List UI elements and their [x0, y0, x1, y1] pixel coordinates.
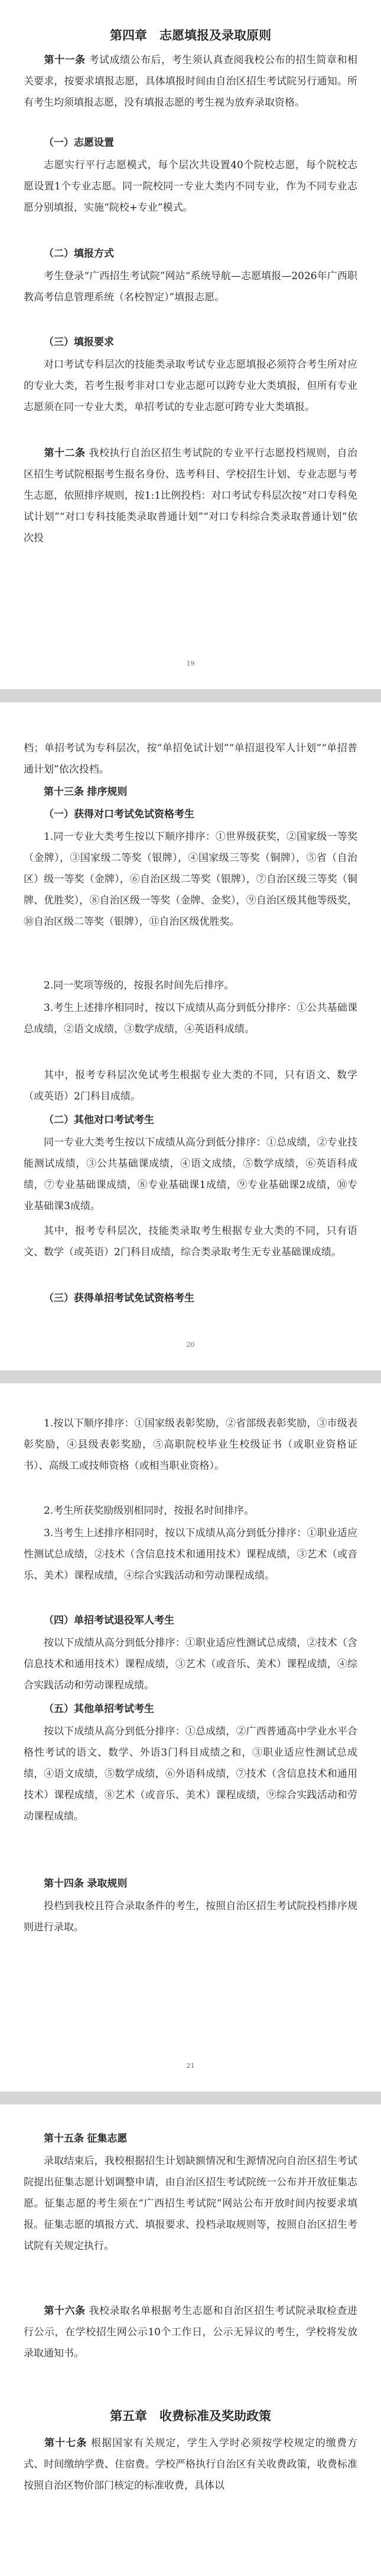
section-heading-single-exempt: （三）获得单招考试免试资格考生	[44, 1292, 194, 1304]
article-17-text: 根据国家有关规定，学生入学时必须按学校规定的缴费方式、时间缴纳学费、住宿费。学校严格执行自治区有关收费政策，收费标准按照自治区物价部门核定的标准收费，具体以	[24, 2437, 358, 2492]
section-text-filling-method: 考生登录“广西招生考试院”网站“系统导航—志愿填报—2026年广西职教高考信息管理系统（名校智定）”填报志愿。	[24, 270, 357, 303]
page-separator	[0, 2091, 381, 2104]
article-17-heading: 第十七条	[44, 2437, 87, 2449]
section-heading-other-candidates: （二）其他对口考试考生	[44, 1114, 154, 1126]
veterans-rule: 按以下成绩从高分到低分排序：①职业适应性测试总成绩，②技术（含信息技术和通用技术）课程成绩，③艺术（或音乐、美术）课程成绩，④综合实践活动和劳动课程成绩。	[24, 1637, 357, 1691]
article-11	[24, 50, 357, 113]
article-13-title: 排序规则	[87, 786, 128, 798]
ranking-rule-2: 2.同一奖项等级的，按报名时间先后排序。	[44, 980, 235, 991]
document-page-1	[0, 0, 381, 689]
single-exempt-rule-2: 2.考生所获奖励级别相同时，按报名时间排序。	[44, 1505, 255, 1517]
single-exempt-rule-3: 3.当考生上述排序相同时，按以下成绩从高分到低分排序：①职业适应性测试总成绩，②技术（含信息技术和通用技术）课程成绩，③艺术（或音乐、美术）课程成绩，④综合实践活动和劳动课程成绩。	[24, 1527, 357, 1582]
article-16	[24, 2300, 357, 2364]
article-13	[24, 781, 357, 803]
article-15	[24, 2128, 357, 2149]
page-separator	[0, 1370, 381, 1383]
article-13-heading: 第十三条	[44, 786, 84, 798]
section-heading-filling-method: （二）填报方式	[44, 248, 114, 260]
chapter-heading: 第五章 收费标准及奖助政策	[110, 2408, 271, 2423]
chapter-heading: 第四章 志愿填报及录取原则	[110, 28, 271, 42]
article-16-heading: 第十六条	[44, 2305, 86, 2317]
article-12-heading: 第十二条	[44, 447, 86, 459]
ranking-rule-other: 同一专业大类考生按以下成绩从高分到低分排序：①总成绩，②专业技能测试成绩，③公共基础课成绩，④语文成绩，⑤数学成绩，⑥英语科成绩，⑦专业基础课成绩，⑧专业基础课1成绩，⑨专业基础课2成绩，⑩专业基础课3成绩。	[24, 1137, 357, 1212]
ranking-rule-3: 3.考生上述排序相同时，按以下成绩从高分到低分排序：①公共基础课总成绩，②语文成绩，③数学成绩，④英语科成绩。	[24, 1002, 357, 1035]
page-number: 21	[186, 2062, 195, 2070]
page-number: 19	[186, 660, 195, 667]
document-page-4	[0, 2104, 381, 2576]
article-17	[24, 2433, 357, 2496]
article-14	[24, 1873, 357, 1894]
section-heading-veterans: （四）单招考试退役军人考生	[44, 1615, 174, 1626]
section-heading-exempt-candidates: （一）获得对口考试免试资格考生	[44, 809, 194, 820]
single-exempt-rule-1: 1.按以下顺序排序：①国家级表彰奖励，②省部级表彰奖励，③市级表彰奖励，④县级表彰奖励，⑤高职院校毕业生校级证书（或职业资格证书）、高级工或技师资格（或相当职业资格）。	[24, 1418, 357, 1472]
section-heading-filling-requirements: （三）填报要求	[44, 336, 114, 348]
document-page-3	[0, 1383, 381, 2091]
article-16-text: 我校录取名单根据考生志愿和自治区招生考试院录取检查进行公示，在学校招生网公示10个工作日，公示无异议的考生，学校将发放录取通知书。	[24, 2305, 358, 2359]
continued-text: 档；单招考试为专科层次，按“单招免试计划”“单招退役军人计划”“单招普通计划”依次投档。	[24, 742, 357, 775]
ranking-rule-1: 1.同一专业大类考生按以下顺序排序：①世界级获奖，②国家级一等奖（金牌），③国家级二等奖（银牌），④国家级三等奖（铜牌），⑤省（自治区）级一等奖（金牌），⑥自治区级二等奖（银牌），⑦自治区级三等奖（铜牌、优胜奖），⑧自治区级一等奖（金牌、金奖），⑨自治区级其他等级奖，⑩自治区级二等奖（银牌），⑪自治区级优胜奖。	[24, 831, 357, 928]
ranking-note: 其中，报考专科层次免试考生根据专业大类的不同，只有语文、数学（或英语）2门科目成绩。	[24, 1069, 357, 1102]
section-text-volunteer-setting: 志愿实行平行志愿模式，每个层次共设置40个院校志愿，每个院校志愿设置1个专业志愿。同一院校同一专业大类内不同专业，作为不同专业志愿分别填报，实施“院校+专业”模式。	[24, 159, 357, 214]
article-15-heading: 第十五条	[44, 2133, 84, 2145]
article-14-title: 录取规则	[87, 1878, 128, 1890]
article-14-text: 投档到我校且符合录取条件的考生，按照自治区招生考试院投档排序规则进行录取。	[24, 1900, 357, 1933]
article-12-text: 我校执行自治区招生考试院的专业平行志愿投档规则，自治区招生考试院根据考生报名身份、选考科目、学校招生计划、专业志愿与考生志愿，依照排序规则，按1:1比例投档：对口考试专科层次按“对口专科免试计划”“对口专科技能类录取普通计划”“对口专科综合类录取普通计划”依次投	[24, 447, 358, 544]
article-15-text: 录取结束后，我校根据招生计划缺额情况和生源情况向自治区招生考试院提出征集志愿计划调整申请，由自治区招生考试院统一公布并开放征集志愿。征集志愿的考生须在“广西招生考试院”网站公布开放时间内按要求填报。征集志愿的填报方式、填报要求、投档录取规则等，按照自治区招生考试院有关规定执行。	[24, 2155, 357, 2252]
section-heading-other-single: （五）其他单招考试考生	[44, 1703, 154, 1715]
page-number: 20	[186, 1341, 195, 1348]
article-15-title: 征集志愿	[87, 2133, 128, 2145]
document-page-2	[0, 702, 381, 1370]
page-separator	[0, 689, 381, 702]
article-12	[24, 443, 357, 549]
section-heading-volunteer-setting: （一）志愿设置	[44, 137, 114, 149]
article-14-heading: 第十四条	[44, 1878, 84, 1890]
other-single-rule: 按以下成绩从高分到低分排序：①总成绩，②广西普通高中学业水平合格性考试的语文、数学、外语3门科目成绩之和，③职业适应性测试总成绩，④语文成绩，⑤数学成绩，⑥外语科成绩，⑦技术（含信息技术和通用技术）课程成绩，⑧艺术（或音乐、美术）课程成绩，⑨综合实践活动和劳动课程成绩。	[24, 1726, 357, 1822]
section-text-filling-requirements: 对口考试专科层次的技能类录取考试专业志愿填报必须符合考生所对应的专业大类，若考生报考非对口专业志愿可以跨专业大类填报，但所有专业志愿须在同一专业大类，单招考试的专业志愿可跨专业大类填报。	[24, 359, 357, 413]
ranking-note-other: 其中，报考专科层次，技能类录取考生根据专业大类的不同，只有语文、数学（或英语）2门科目成绩，综合类录取考生无专业基础课成绩。	[24, 1225, 357, 1258]
article-11-heading: 第十一条	[44, 54, 86, 66]
article-11-text: 考试成绩公布后，考生须认真查阅我校公布的招生简章和相关要求，按要求填报志愿，具体填报时间由自治区招生考试院另行通知。所有考生均须填报志愿，没有填报志愿的考生视为放弃录取资格。	[24, 54, 358, 109]
